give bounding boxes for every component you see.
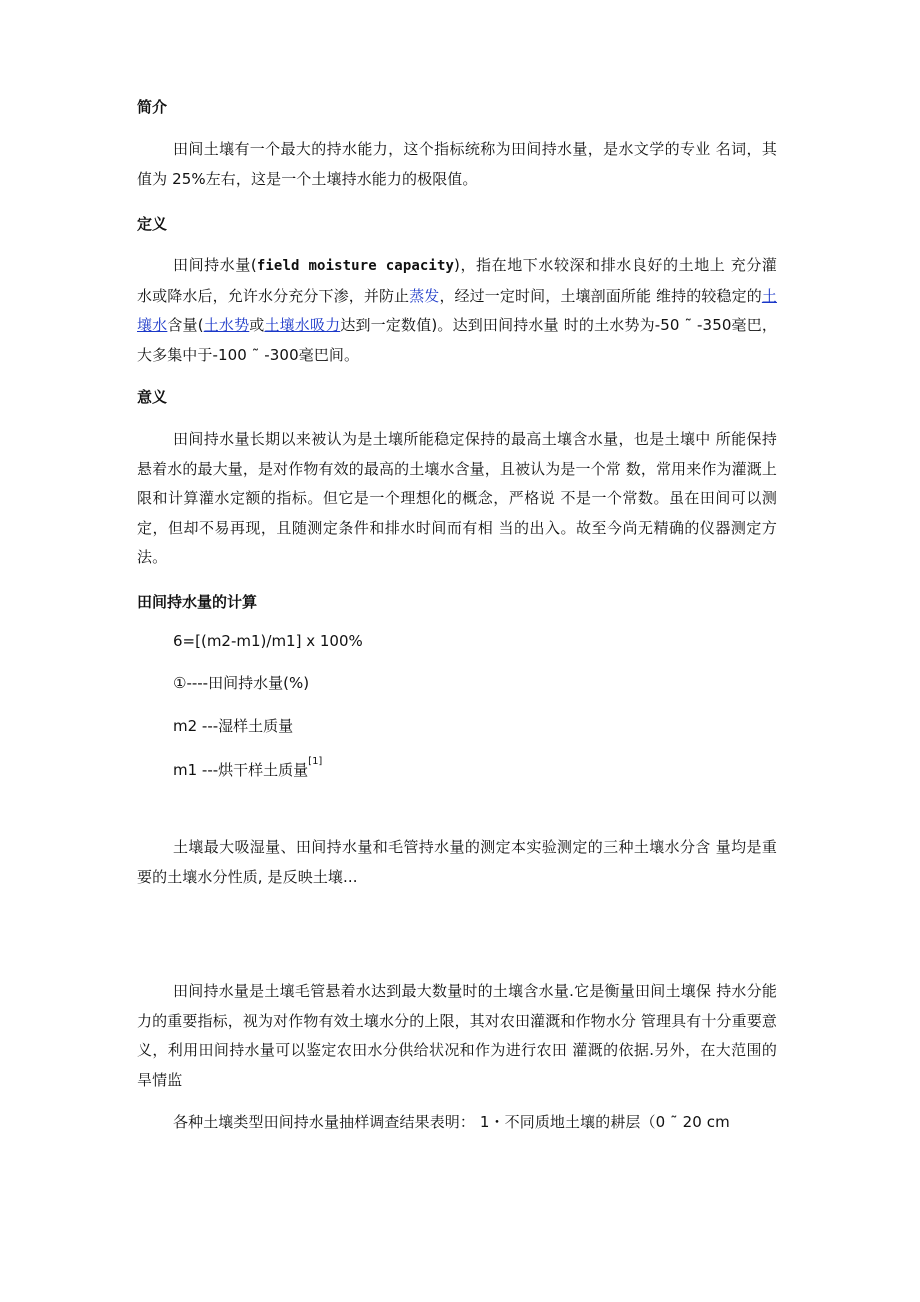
formula-legend-2: m2 ---湿样土质量	[173, 717, 294, 735]
reference-mark[interactable]: [1]	[308, 756, 323, 767]
heading-significance: 意义	[137, 388, 168, 406]
definition-text-3: ，经过一定时间，土壤剖面所能 维持的较稳定的	[439, 286, 762, 305]
intro-paragraph: 田间土壤有一个最大的持水能力，这个指标统称为田间持水量，是水文学的专业 名词，其值为 25%左右，这是一个土壤持水能力的极限值。	[137, 140, 777, 188]
extra-paragraph-2: 田间持水量是土壤毛管悬着水达到最大数量时的土壤含水量.它是衡量田间土壤保 持水分能力的重要指标，视为对作物有效土壤水分的上限，其对农田灌溉和作物水分 管理具有十分重要意义，利用田间持水量可以鉴定农田水分供给状况和作为进行农田 灌溉的依据.另外，在大范围的旱情监	[137, 982, 777, 1089]
link-soil-water-potential[interactable]: 土水势	[203, 316, 250, 334]
definition-text-4: 含量(	[167, 316, 204, 334]
definition-paragraph	[137, 251, 777, 370]
definition-text-5: 或	[249, 316, 265, 334]
link-evaporation[interactable]: 蒸发	[409, 286, 440, 305]
heading-calculation: 田间持水量的计算	[137, 593, 258, 611]
definition-text-6: 达到一定数值)。达到田间持水量 时的土水势为-50 ˜ -350毫巴，大多集中于-100 ˜ -300毫巴间。	[137, 316, 778, 364]
significance-paragraph: 田间持水量长期以来被认为是土壤所能稳定保持的最高土壤含水量，也是土壤中 所能保持悬着水的最大量，是对作物有效的最高的土壤水含量，且被认为是一个常 数，常用来作为灌溉上限和计算灌水定额的指标。但它是一个理想化的概念，严格说 不是一个常数。虽在田间可以测定，但却不易再现，且随测定条件和排水时间而有相 当的出入。故至今尚无精确的仪器测定方法。	[137, 430, 777, 566]
formula-legend-3-text: m1 ---烘干样土质量	[173, 761, 309, 779]
extra-paragraph-3: 各种土壤类型田间持水量抽样调查结果表明： 1・不同质地土壤的耕层（0 ˜ 20 cm	[173, 1113, 730, 1131]
extra-paragraph-1: 土壤最大吸湿量、田间持水量和毛管持水量的测定本实验测定的三种土壤水分含 量均是重要的土壤水分性质, 是反映土壤...	[137, 838, 777, 886]
heading-definition: 定义	[137, 215, 168, 233]
definition-text-1: 田间持水量(	[173, 256, 257, 274]
heading-intro: 简介	[137, 98, 168, 116]
term-english: field moisture capacity	[256, 258, 455, 274]
formula-legend-1: ①----田间持水量(%)	[173, 674, 310, 692]
link-soil-water[interactable]: 土壤水	[137, 286, 777, 334]
link-soil-water-suction[interactable]: 土壤水吸力	[264, 316, 341, 334]
definition-text-2: )，指在地下水较深和排水良好的土地上 充分灌水或降水后，允许水分充分下渗，并防止	[137, 256, 777, 305]
formula-legend-3	[173, 756, 323, 780]
formula: 6=[(m2-m1)/m1] x 100%	[173, 632, 363, 650]
